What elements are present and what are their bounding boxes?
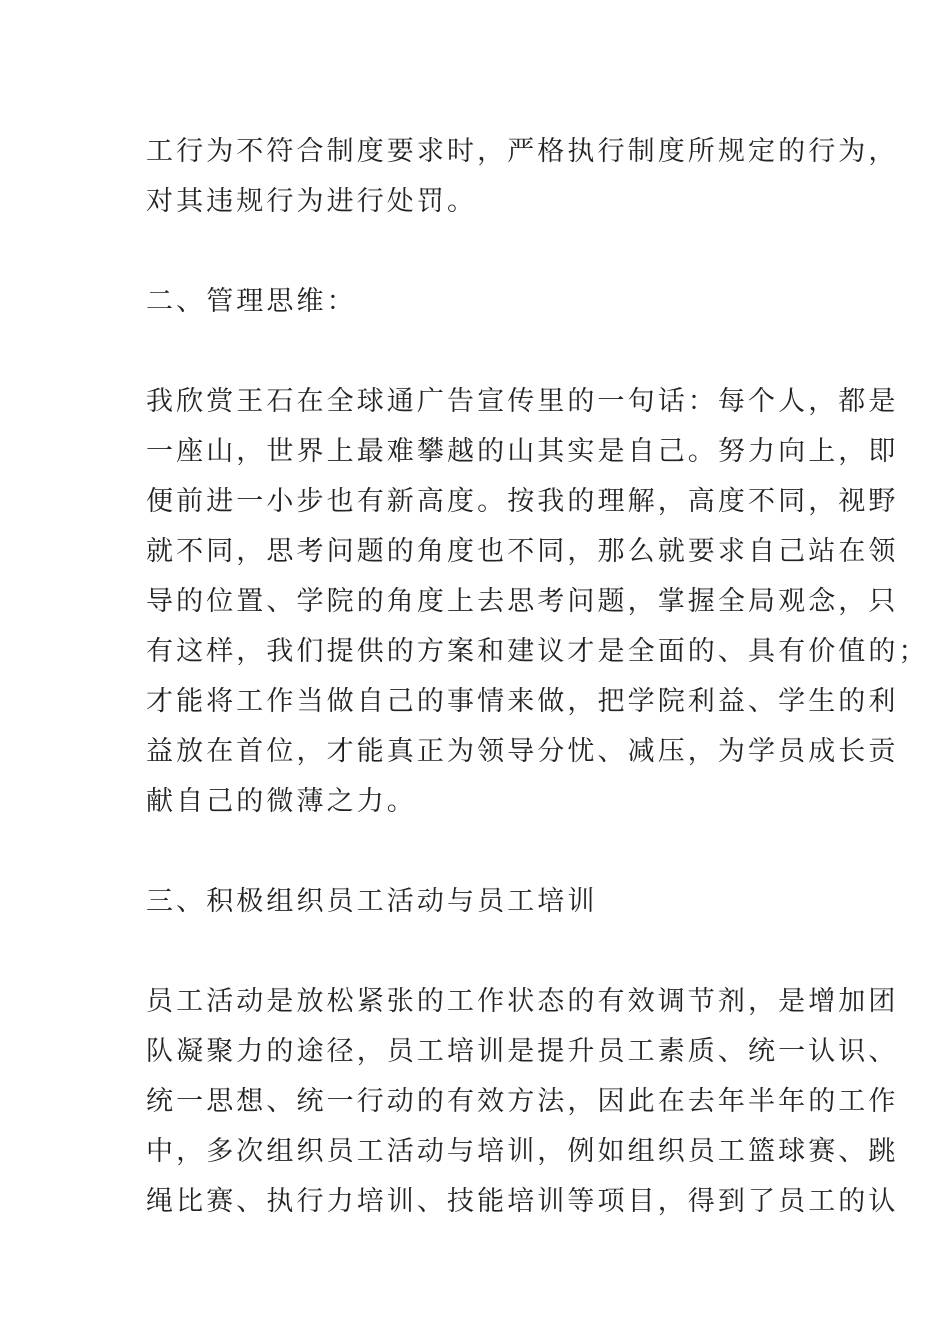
text-line: 中，多次组织员工活动与培训，例如组织员工篮球赛、跳	[146, 1136, 899, 1167]
paragraph-staff-activities	[146, 977, 899, 1227]
text-line: 员工活动是放松紧张的工作状态的有效调节剂，是增加团	[146, 986, 899, 1017]
section-heading-management-thinking: 二、管理思维：	[146, 286, 357, 317]
text-line: 绳比赛、执行力培训、技能培训等项目，得到了员工的认	[146, 1186, 899, 1217]
paragraph-spacer	[146, 227, 810, 277]
section-heading-staff-activities: 三、积极组织员工活动与员工培训	[146, 886, 598, 917]
text-line: 统一思想、统一行动的有效方法，因此在去年半年的工作	[146, 1086, 899, 1117]
text-line: 有这样，我们提供的方案和建议才是全面的、具有价值的；	[146, 636, 929, 667]
paragraph-spacer	[146, 827, 810, 877]
text-line: 队凝聚力的途径，员工培训是提升员工素质、统一认识、	[146, 1036, 899, 1067]
paragraph-spacer	[146, 927, 810, 977]
paragraph-rules-penalty	[146, 127, 899, 227]
text-line: 导的位置、学院的角度上去思考问题，掌握全局观念，只	[146, 586, 899, 617]
text-line: 献自己的微薄之力。	[146, 786, 417, 817]
paragraph-management-thinking	[146, 377, 929, 827]
text-line: 就不同，思考问题的角度也不同，那么就要求自己站在领	[146, 536, 899, 567]
text-line: 益放在首位，才能真正为领导分忧、减压，为学员成长贡	[146, 736, 899, 767]
text-line: 才能将工作当做自己的事情来做，把学院利益、学生的利	[146, 686, 899, 717]
text-line: 我欣赏王石在全球通广告宣传里的一句话：每个人，都是	[146, 386, 899, 417]
text-line: 对其违规行为进行处罚。	[146, 186, 478, 217]
document-body	[146, 127, 929, 1227]
text-line: 便前进一小步也有新高度。按我的理解，高度不同，视野	[146, 486, 899, 517]
text-line: 工行为不符合制度要求时，严格执行制度所规定的行为，	[146, 136, 899, 167]
text-line: 一座山，世界上最难攀越的山其实是自己。努力向上，即	[146, 436, 899, 467]
paragraph-spacer	[146, 327, 810, 377]
